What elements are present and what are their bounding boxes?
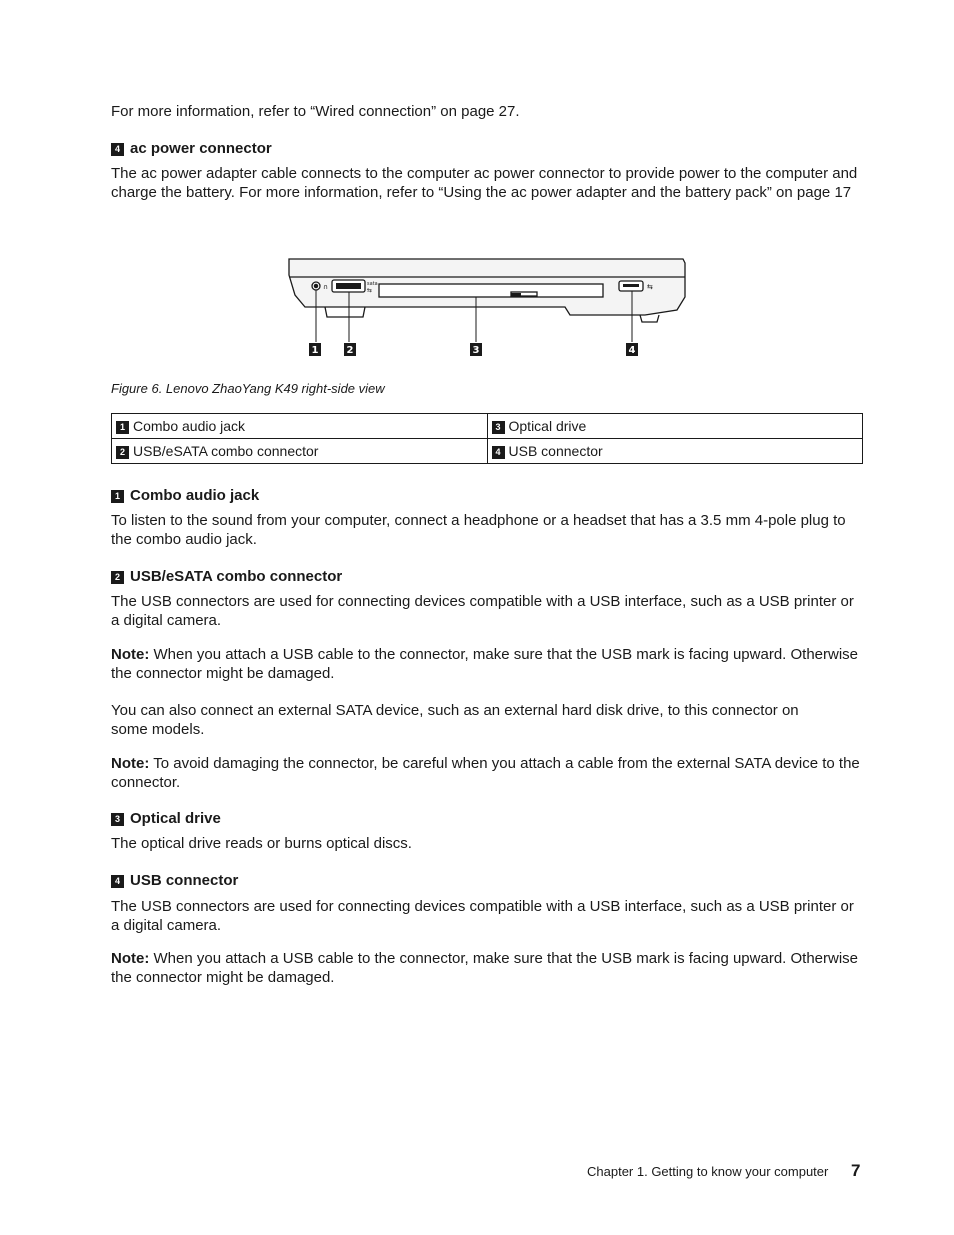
- callout-badge: 3: [492, 421, 505, 434]
- svg-text:sata: sata: [367, 281, 378, 287]
- callout-badge: 1: [116, 421, 129, 434]
- esata-heading-text: USB/eSATA combo connector: [130, 568, 343, 585]
- esata-body-2: You can also connect an external SATA device, such as an external hard disk drive, to this connector on some models.: [111, 702, 799, 738]
- figure-caption: Figure 6. Lenovo ZhaoYang K49 right-side view: [111, 381, 385, 396]
- esata-heading: [111, 567, 342, 586]
- legend-label: Optical drive: [508, 418, 587, 434]
- esata-note-2: [111, 754, 866, 792]
- optical-drive-body: The optical drive reads or burns optical discs.: [111, 835, 412, 852]
- usb-heading-text: USB connector: [130, 872, 239, 889]
- callout-badge: 4: [111, 875, 124, 888]
- ac-power-heading-text: ac power connector: [130, 140, 272, 157]
- legend-label: USB connector: [508, 443, 603, 459]
- callout-2: 2: [346, 345, 354, 356]
- figure-callouts: [309, 343, 638, 356]
- note-label: Note:: [111, 950, 150, 967]
- optical-drive-heading-text: Optical drive: [130, 810, 221, 827]
- svg-text:⇆: ⇆: [647, 283, 653, 291]
- note-text: When you attach a USB cable to the connector, make sure that the USB mark is facing upward. Otherwise the connector might be damaged.: [111, 646, 859, 682]
- legend-cell: [487, 439, 863, 464]
- callout-4: 4: [628, 345, 636, 356]
- optical-drive-heading: [111, 809, 221, 828]
- callout-badge: 2: [116, 446, 129, 459]
- svg-text:⇆: ⇆: [367, 287, 373, 294]
- legend-cell: [112, 439, 488, 464]
- usb-note: [111, 949, 861, 987]
- intro-text: For more information, refer to “Wired connection” on page 27.: [111, 103, 520, 120]
- legend-table: [111, 413, 863, 464]
- callout-1: 1: [311, 345, 319, 356]
- usb-heading: [111, 871, 238, 890]
- audio-jack-body: To listen to the sound from your computer, connect a headphone or a headset that has a 3.5 mm 4-pole plug to the combo audio jack.: [111, 512, 846, 548]
- callout-badge: 3: [111, 813, 124, 826]
- note-text: When you attach a USB cable to the connector, make sure that the USB mark is facing upward. Otherwise the connector might be damaged.: [111, 950, 859, 986]
- legend-cell: [112, 414, 488, 439]
- page-number: 7: [851, 1161, 861, 1180]
- ac-power-heading: [111, 139, 272, 158]
- callout-badge: 4: [492, 446, 505, 459]
- esata-body-1: The USB connectors are used for connecting devices compatible with a USB interface, such as a USB printer or a digital camera.: [111, 593, 854, 629]
- legend-row: [112, 439, 863, 464]
- svg-text:∩: ∩: [323, 283, 329, 291]
- callout-badge: 1: [111, 490, 124, 503]
- note-label: Note:: [111, 646, 150, 663]
- audio-jack-heading-text: Combo audio jack: [130, 487, 260, 504]
- note-label: Note:: [111, 755, 150, 772]
- callout-badge: 4: [111, 143, 124, 156]
- ac-power-body: The ac power adapter cable connects to the computer ac power connector to provide power to the computer and charge the battery. For more information, refer to “Using the ac power adapter and the battery pack” on page 17: [111, 165, 858, 201]
- legend-label: USB/eSATA combo connector: [133, 443, 319, 459]
- legend-row: [112, 414, 863, 439]
- legend-label: Combo audio jack: [133, 418, 246, 434]
- callout-badge: 2: [111, 571, 124, 584]
- footer-chapter: Chapter 1. Getting to know your computer: [587, 1164, 829, 1179]
- note-text: To avoid damaging the connector, be careful when you attach a cable from the external SATA device to the connector.: [111, 755, 860, 791]
- usb-body: The USB connectors are used for connecting devices compatible with a USB interface, such as a USB printer or a digital camera.: [111, 898, 854, 934]
- esata-note-1: [111, 645, 861, 683]
- laptop-right-side-figure: [285, 255, 690, 360]
- callout-3: 3: [472, 345, 480, 356]
- legend-cell: [487, 414, 863, 439]
- audio-jack-heading: [111, 486, 259, 505]
